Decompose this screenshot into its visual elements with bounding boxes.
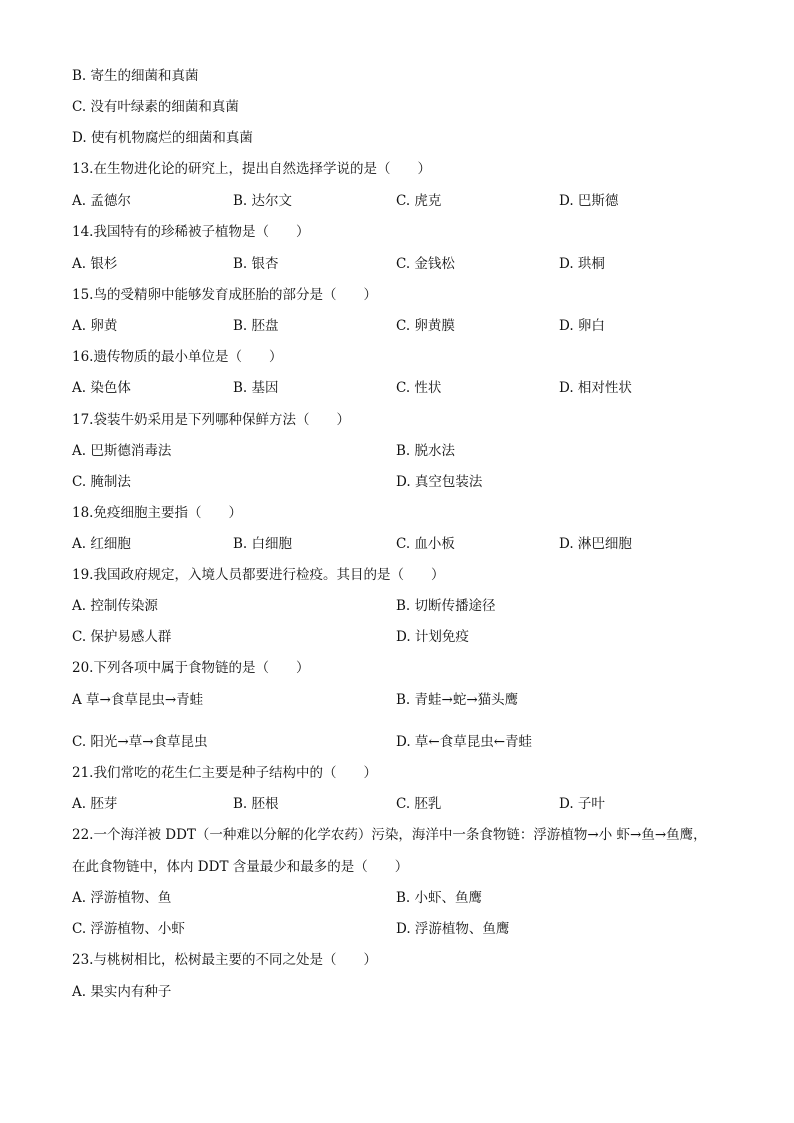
question-20-option-d: D. 草←食草昆虫←青蛙 xyxy=(396,734,533,750)
question-22-option-d: D. 浮游植物、鱼鹰 xyxy=(396,921,510,937)
question-15-option-d: D. 卵白 xyxy=(559,318,605,334)
question-22-option-c: C. 浮游植物、小虾 xyxy=(72,921,185,937)
question-16-option-c: C. 性状 xyxy=(396,380,442,396)
question-13-option-b: B. 达尔文 xyxy=(233,193,293,209)
question-21-option-b: B. 胚根 xyxy=(233,796,279,812)
question-14-option-b: B. 银杏 xyxy=(233,256,279,272)
question-14-option-c: C. 金钱松 xyxy=(396,256,455,272)
option-b: B. 寄生的细菌和真菌 xyxy=(72,68,199,84)
question-17-option-c: C. 腌制法 xyxy=(72,474,131,490)
question-13-option-a: A. 孟德尔 xyxy=(72,193,131,209)
question-19-option-b: B. 切断传播途径 xyxy=(396,598,496,614)
question-15-option-a: A. 卵黄 xyxy=(72,318,118,334)
question-13-option-c: C. 虎克 xyxy=(396,193,442,209)
question-17-stem: 17.袋装牛奶采用是下列哪种保鲜方法（ ） xyxy=(72,412,350,428)
question-16-option-d: D. 相对性状 xyxy=(559,380,632,396)
question-20-stem: 20.下列各项中属于食物链的是（ ） xyxy=(72,660,310,676)
question-16-stem: 16.遗传物质的最小单位是（ ） xyxy=(72,349,283,365)
question-15-option-c: C. 卵黄膜 xyxy=(396,318,455,334)
question-19-stem: 19.我国政府规定，入境人员都要进行检疫。其目的是（ ） xyxy=(72,567,445,583)
question-19-option-a: A. 控制传染源 xyxy=(72,598,158,614)
question-20-option-b: B. 青蛙→蛇→猫头鹰 xyxy=(396,692,519,708)
question-17-option-b: B. 脱水法 xyxy=(396,443,456,459)
question-15-stem: 15.鸟的受精卵中能够发育成胚胎的部分是（ ） xyxy=(72,287,377,303)
option-d: D. 使有机物腐烂的细菌和真菌 xyxy=(72,130,253,146)
question-21-option-c: C. 胚乳 xyxy=(396,796,442,812)
question-18-option-c: C. 血小板 xyxy=(396,536,455,552)
question-15-option-b: B. 胚盘 xyxy=(233,318,279,334)
question-14-option-d: D. 珙桐 xyxy=(559,256,605,272)
question-21-option-a: A. 胚芽 xyxy=(72,796,118,812)
question-17-option-d: D. 真空包装法 xyxy=(396,474,483,490)
question-18-option-b: B. 白细胞 xyxy=(233,536,293,552)
question-21-option-d: D. 子叶 xyxy=(559,796,605,812)
question-22-stem-line2: 在此食物链中，体内 DDT 含量最少和最多的是（ ） xyxy=(72,859,409,875)
question-21-stem: 21.我们常吃的花生仁主要是种子结构中的（ ） xyxy=(72,765,377,781)
question-20-option-c: C. 阳光→草→食草昆虫 xyxy=(72,734,208,750)
question-18-stem: 18.免疫细胞主要指（ ） xyxy=(72,505,242,521)
question-19-option-d: D. 计划免疫 xyxy=(396,629,469,645)
question-23-stem: 23.与桃树相比，松树最主要的不同之处是（ ） xyxy=(72,952,377,968)
question-20-option-a: A 草→食草昆虫→青蛙 xyxy=(72,692,204,708)
question-22-stem-line1: 22.一个海洋被 DDT（一种难以分解的化学农药）污染，海洋中一条食物链：浮游植物→小 虾→鱼→鱼鹰， xyxy=(72,827,707,843)
question-22-option-a: A. 浮游植物、鱼 xyxy=(72,890,172,906)
question-23-option-a: A. 果实内有种子 xyxy=(72,984,172,1000)
question-17-option-a: A. 巴斯德消毒法 xyxy=(72,443,172,459)
question-18-option-a: A. 红细胞 xyxy=(72,536,131,552)
question-19-option-c: C. 保护易感人群 xyxy=(72,629,172,645)
question-16-option-a: A. 染色体 xyxy=(72,380,131,396)
question-14-stem: 14.我国特有的珍稀被子植物是（ ） xyxy=(72,224,310,240)
question-18-option-d: D. 淋巴细胞 xyxy=(559,536,632,552)
question-13-stem: 13.在生物进化论的研究上，提出自然选择学说的是（ ） xyxy=(72,161,431,177)
question-14-option-a: A. 银杉 xyxy=(72,256,118,272)
question-16-option-b: B. 基因 xyxy=(233,380,279,396)
option-c: C. 没有叶绿素的细菌和真菌 xyxy=(72,99,239,115)
question-13-option-d: D. 巴斯德 xyxy=(559,193,619,209)
question-22-option-b: B. 小虾、鱼鹰 xyxy=(396,890,483,906)
